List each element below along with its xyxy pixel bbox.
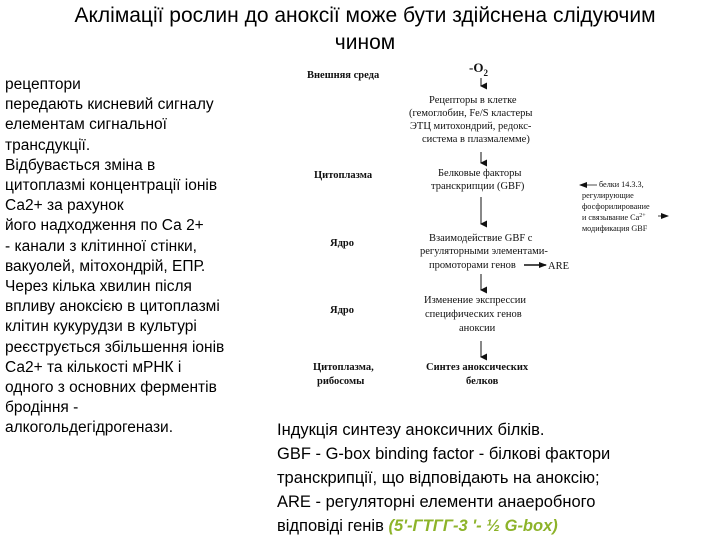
bottom-line-2: GBF - G-box binding factor - білкові фактори [277, 445, 611, 463]
bottom-line-5 [277, 514, 717, 538]
bottom-line-3: транскрипції, що відповідають на аноксію; [277, 469, 600, 487]
title-line-1: Аклімації рослин до аноксії може бути здійснена слідуючим [74, 4, 656, 27]
left-line: рецептори [5, 76, 81, 93]
interaction-line-3: промоторами генов [429, 260, 516, 271]
label-nucleus-1: Ядро [330, 238, 354, 249]
left-line: одного з основних ферментів [5, 379, 217, 397]
label-external-environment: Внешняя среда [307, 70, 380, 81]
receptors-line-3: ЭТЦ митохондрий, редокс- [410, 121, 532, 132]
left-line: - канали з клітинної стінки, [5, 237, 197, 255]
bottom-description [277, 418, 717, 538]
synthesis-line-1: Синтез аноксических [426, 362, 529, 373]
expression-line-2: специфических генов [425, 309, 522, 320]
left-line: трансдукції. [5, 136, 91, 154]
receptors-line-1: Рецепторы в клетке [429, 95, 517, 106]
left-line: впливу аноксією в цитоплазмі [5, 298, 220, 316]
side-note-line-1: белки 14.3.3, [599, 180, 644, 189]
receptors-line-2: (гемоглобин, Fe/S кластеры [409, 108, 533, 119]
label-cytoplasm-ribosomes-2: рибосомы [317, 376, 365, 387]
expression-line-3: аноксии [459, 323, 496, 334]
left-line: Са2+ та кількості мРНК і [5, 358, 182, 376]
interaction-line-1: Взаимодействие GBF с [429, 233, 533, 244]
side-note-line-4: и связывание $Са^{2+}$ [582, 213, 646, 222]
left-line: реєструється збільшення іонів [5, 338, 225, 356]
bottom-line-1: Індукція синтезу аноксичних білків. [277, 421, 545, 439]
bottom-line-4: ARE - регуляторні елементи анаеробного [277, 493, 596, 511]
side-note-line-3: фосфорилирование [582, 202, 650, 211]
bottom-line-5-prefix: відповіді генів [277, 517, 389, 535]
receptors-line-4: система в плазмалемме) [422, 134, 530, 145]
label-nucleus-2: Ядро [330, 305, 354, 316]
left-line: алкогольдегідрогенази. [5, 419, 174, 437]
interaction-line-2: регуляторными элементами- [420, 246, 548, 257]
label-cytoplasm: Цитоплазма [314, 170, 373, 181]
left-line: Відбувається зміна в [5, 156, 156, 174]
left-line: його надходження по Са 2+ [5, 217, 204, 235]
expression-line-1: Изменение экспрессии [424, 295, 527, 306]
side-note-line-2: регулирующие [582, 191, 634, 200]
gbf-line-1: Белковые факторы [438, 168, 522, 179]
left-line: вакуолей, мітохондрій, ЕПР. [5, 257, 206, 275]
left-line: бродіння - [5, 399, 79, 417]
title-line-2: чином [334, 31, 396, 54]
left-line: передають кисневий сигналу [5, 96, 214, 114]
label-cytoplasm-ribosomes-1: Цитоплазма, [313, 362, 374, 373]
oxygen-deficit-label: $-O_2$ [469, 60, 488, 78]
left-line: Через кілька хвилин після [5, 278, 192, 296]
synthesis-line-2: белков [466, 376, 499, 387]
side-note-line-5: модификация GBF [582, 224, 648, 233]
left-line: елементам сигнальної [5, 116, 167, 134]
are-label: ARE [548, 261, 569, 272]
left-line: цитоплазмі концентрації іонів [5, 177, 218, 195]
left-line: Са2+ за рахунок [5, 197, 124, 215]
gbf-line-2: транскрипции (GBF) [431, 181, 525, 192]
g-box-highlight: (5'-ГТГГ-3 '- ½ G-box) [388, 517, 558, 535]
left-line: клітин кукурудзи в культурі [5, 318, 197, 336]
